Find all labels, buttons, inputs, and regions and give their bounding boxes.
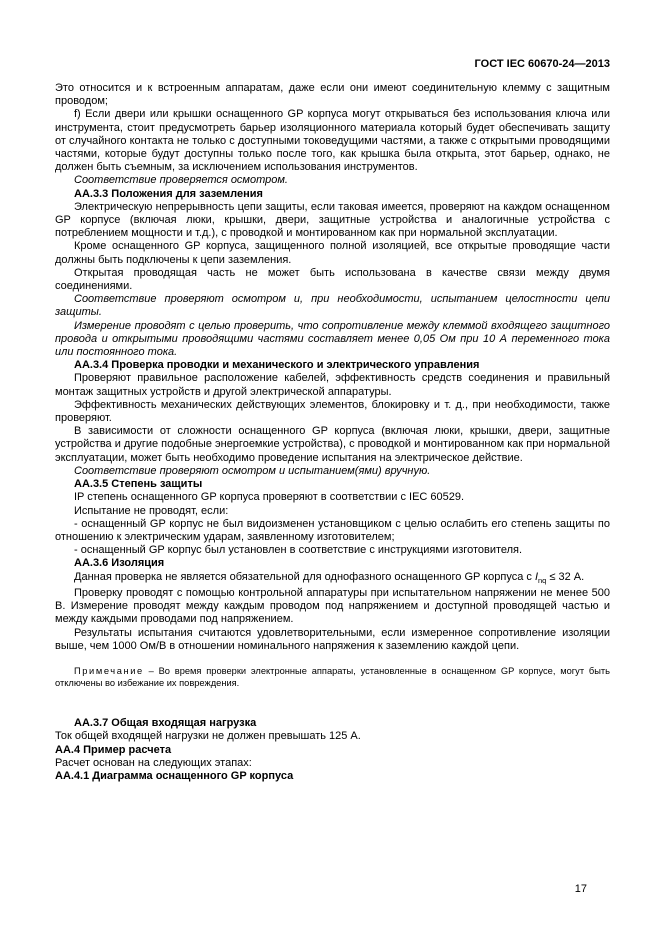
- paragraph: [55, 571, 610, 587]
- section-heading: АА.4.1 Диаграмма оснащенного GP корпуса: [55, 769, 294, 782]
- section-heading: АА.4 Пример расчета: [55, 743, 172, 756]
- paragraph: Соответствие проверяют осмотром и испытанием(ями) вручную.: [74, 464, 431, 477]
- paragraph: Расчет основан на следующих этапах:: [55, 756, 252, 769]
- section-heading: АА.3.7 Общая входящая нагрузка: [74, 717, 257, 730]
- paragraph: [55, 666, 610, 689]
- section-heading: АА.3.5 Степень защиты: [74, 478, 203, 491]
- section-heading: АА.3.3 Положения для заземления: [74, 187, 263, 200]
- paragraph: Измерение проводят с целью проверить, что сопротивление между клеммой входящего защитного провода и открытыми проводящими частями составляет менее 0,05 Ом при 10 А переменного тока или постоянного тока.: [55, 319, 610, 359]
- paragraph: Испытание не проводят, если:: [74, 504, 229, 517]
- text-segment: – Во время проверки электронные аппараты, установленные в оснащенном GP корпусе, могут быть отключены во избежание их повреждения.: [55, 665, 610, 688]
- paragraph: Проверку проводят с помощью контрольной аппаратуры при испытательном напряжении не менее 500 В. Измерение проводят между каждым проводом под напряжением и доступной проводящей частью и между каждыми проводами под напряжением.: [55, 586, 610, 626]
- paragraph: Ток общей входящей нагрузки не должен превышать 125 А.: [55, 730, 361, 743]
- paragraph: В зависимости от сложности оснащенного GP корпуса (включая люки, крышки, двери, защитные устройства и другие подобные энергоемкие устройства), с проводкой и монтированном как при нормальной эксплуатации, может быть необходимо проведение испытания на электрическое действие.: [55, 425, 610, 464]
- document-header: ГОСТ IEC 60670-24—2013: [474, 58, 610, 70]
- paragraph: - оснащенный GP корпус был установлен в соответствие с инструкциями изготовителя.: [74, 544, 523, 557]
- paragraph: Электрическую непрерывность цепи защиты, если таковая имеется, проверяют на каждом оснащенном GP корпусе (включая люки, крышки, двери, защитные устройства и аналогичные устройства с потреблением мощности и т.д.), с проводкой и монтированном как при нормальной эксплуатации.: [55, 200, 610, 240]
- paragraph: Открытая проводящая часть не может быть использована в качестве связи между двумя соединениями.: [55, 266, 610, 293]
- paragraph: Кроме оснащенного GP корпуса, защищенного полной изоляцией, все открытые проводящие части должны быть подключены к цепи заземления.: [55, 240, 610, 266]
- paragraph: Результаты испытания считаются удовлетворительными, если измеренное сопротивление изоляции выше, чем 1000 Ом/В в отношении номинального напряжения к заземлению каждой цепи.: [55, 626, 610, 652]
- page-number: 17: [574, 882, 587, 895]
- text-segment: Примечание: [74, 665, 144, 676]
- paragraph: Это относится и к встроенным аппаратам, даже если они имеют соединительную клемму с защитным проводом;: [55, 82, 610, 108]
- paragraph: Соответствие проверяют осмотром и, при необходимости, испытанием целостности цепи защиты.: [55, 293, 610, 319]
- section-heading: АА.3.6 Изоляция: [74, 557, 165, 570]
- text-segment: ≤ 32 А.: [546, 570, 585, 583]
- document-body: [55, 82, 610, 783]
- paragraph: Соответствие проверяется осмотром.: [74, 174, 288, 187]
- paragraph: Эффективность механических действующих элементов, блокировку и т. д., при необходимости, также проверяют.: [55, 398, 610, 425]
- text-segment: nq: [538, 575, 547, 585]
- paragraph: - оснащенный GP корпус не был видоизменен установщиком с целью ослабить его степень защиты по отношению к электрическим ударам, заявленному изготовителем;: [55, 517, 610, 543]
- paragraph: IP степень оснащенного GP корпуса проверяют в соответствии с IEC 60529.: [74, 491, 465, 504]
- text-segment: I: [534, 570, 539, 583]
- paragraph: f) Если двери или крышки оснащенного GP корпуса могут открываться без использования ключа или инструмента, стоит предусмотреть барьер изоляционного материала который будет обеспечивать защиту от случайного контакта не только с доступными токоведущими частями, а также с открытыми проводящими частями, которые будут доступны только после того, как крышка была открыта, этот барьер, однако, не должен быть съемным, за исключением использования инструментов.: [55, 108, 610, 174]
- section-heading: АА.3.4 Проверка проводки и механического и электрического управления: [74, 359, 480, 372]
- paragraph: Проверяют правильное расположение кабелей, эффективность средств соединения и правильный монтаж защитных устройств и другой электрической аппаратуры.: [55, 372, 610, 398]
- text-segment: Данная проверка не является обязательной для однофазного оснащенного GP корпуса с: [74, 570, 535, 583]
